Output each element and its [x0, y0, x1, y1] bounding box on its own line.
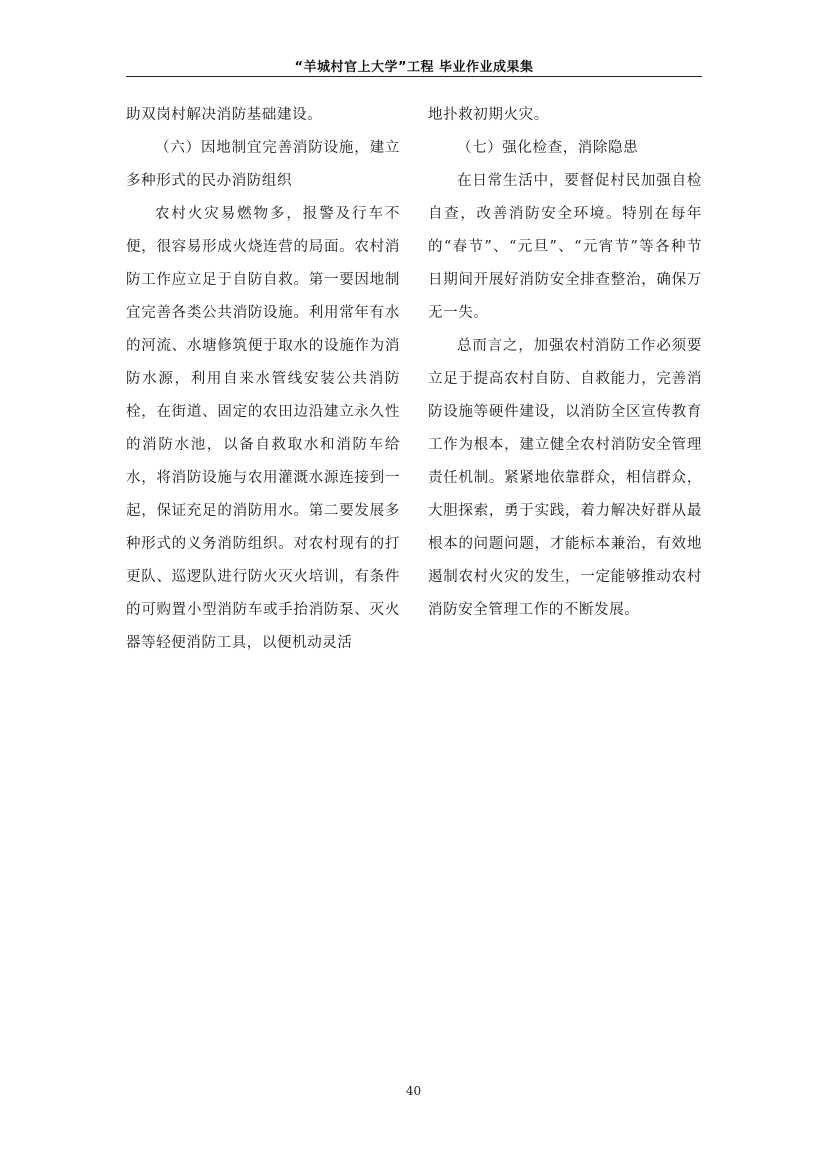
left-column — [126, 99, 400, 660]
paragraph-continuation: 地扑救初期火灾。 — [428, 107, 549, 123]
paragraph-body: 农村火灾易燃物多，报警及行车不便，很容易形成火烧连营的局面。农村消防工作应立足于自防自救。第一要因地制宜完善各类公共消防设施。利用常年有水的河流、水塘修筑便于取水的设施作为消防水源，利用自来水管线安装公共消防栓，在街道、固定的农田边沿建立永久性的消防水池，以备自救取水和消防车给水，将消防设施与农用灌溉水源连接到一起，保证充足的消防用水。第二要发展多种形式的义务消防组织。对农村现有的打更队、巡逻队进行防火灭火培训，有条件的可购置小型消防车或手抬消防泵、灭火器等轻便消防工具，以便机动灵活 — [126, 206, 400, 651]
paragraph-continuation: 助双岗村解决消防基础建设。 — [126, 107, 323, 123]
running-header: “羊城村官上大学”工程 毕业作业成果集 — [294, 60, 534, 75]
page-number: 40 — [405, 1084, 422, 1098]
header-divider — [126, 76, 702, 77]
right-column — [428, 99, 702, 627]
section-heading-7: （七）强化检查，消除隐患 — [457, 140, 639, 156]
paragraph-body: 在日常生活中，要督促村民加强自检自查，改善消防安全环境。特别在每年的“春节”、“元旦”、“元宵节”等各种节日期间开展好消防安全排查整治，确保万无一失。 — [428, 173, 702, 321]
section-heading-6: （六）因地制宜完善消防设施，建立多种形式的民办消防组织 — [126, 140, 400, 189]
paragraph-conclusion: 总而言之，加强农村消防工作必须要立足于提高农村自防、自救能力，完善消防设施等硬件建设，以消防全区宣传教育工作为根本，建立健全农村消防安全管理责任机制。紧紧地依靠群众，相信群众，大胆探索，勇于实践，着力解决好群从最根本的问题问题，才能标本兼治，有效地遏制农村火灾的发生，一定能够推动农村消防安全管理工作的不断发展。 — [428, 338, 702, 618]
